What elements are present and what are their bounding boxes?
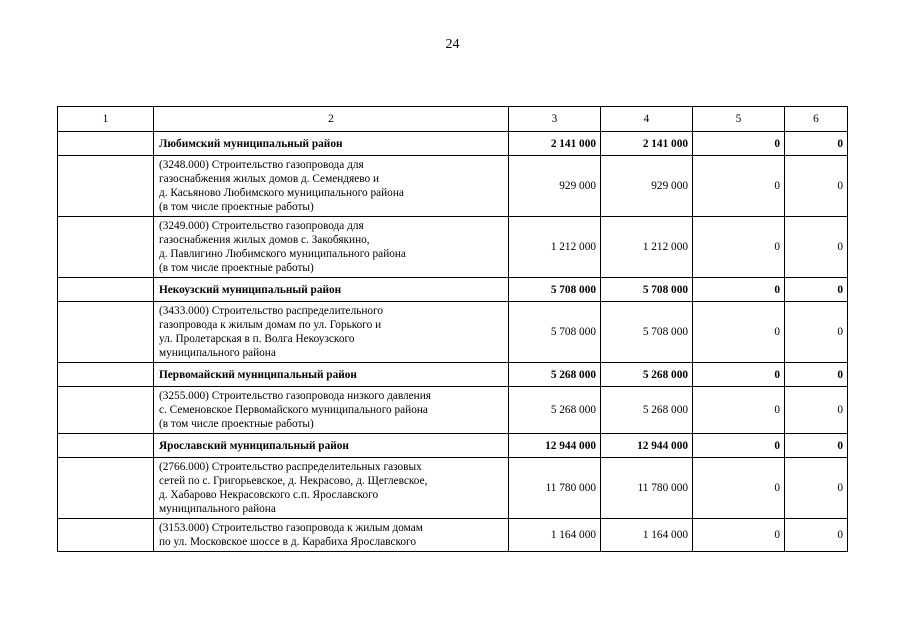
page-number: 24 [445, 37, 460, 52]
amount-col-5: 0 [693, 519, 785, 552]
description-line: (3433.000) Строительство распределительного [159, 305, 384, 317]
code-cell [58, 519, 154, 552]
table-body [58, 107, 848, 552]
amount-col-4: 2 141 000 [601, 132, 693, 156]
amount-col-5: 0 [693, 278, 785, 302]
description-line: муниципального района [159, 503, 276, 515]
header-cell-2: 2 [154, 107, 509, 132]
amount-col-6: 0 [785, 434, 848, 458]
district-row [58, 363, 848, 387]
amount-col-3: 5 708 000 [509, 278, 601, 302]
project-description [154, 302, 509, 363]
amount-col-4: 929 000 [601, 156, 693, 217]
description-line: газоснабжения жилых домов д. Семендяево и [159, 173, 380, 185]
code-cell [58, 434, 154, 458]
amount-col-6: 0 [785, 132, 848, 156]
amount-col-4: 5 268 000 [601, 387, 693, 434]
code-cell [58, 302, 154, 363]
description-line: (в том числе проектные работы) [159, 262, 314, 274]
description-line: (3255.000) Строительство газопровода низкого давления [159, 390, 431, 402]
project-description [154, 519, 509, 552]
code-cell [58, 217, 154, 278]
project-row [58, 519, 848, 552]
amount-col-3: 1 164 000 [509, 519, 601, 552]
amount-col-5: 0 [693, 132, 785, 156]
amount-col-3: 5 708 000 [509, 302, 601, 363]
project-row [58, 387, 848, 434]
header-cell-4: 4 [601, 107, 693, 132]
description-line: ул. Пролетарская в п. Волга Некоузского [159, 333, 355, 345]
table-header-row [58, 107, 848, 132]
amount-col-6: 0 [785, 363, 848, 387]
project-description [154, 156, 509, 217]
code-cell [58, 132, 154, 156]
amount-col-3: 2 141 000 [509, 132, 601, 156]
amount-col-4: 5 708 000 [601, 302, 693, 363]
project-description [154, 458, 509, 519]
project-row [58, 217, 848, 278]
amount-col-3: 12 944 000 [509, 434, 601, 458]
amount-col-4: 1 212 000 [601, 217, 693, 278]
amount-col-4: 5 708 000 [601, 278, 693, 302]
amount-col-6: 0 [785, 519, 848, 552]
amount-col-5: 0 [693, 458, 785, 519]
description-line: (2766.000) Строительство распределительных газовых [159, 461, 422, 473]
amount-col-3: 929 000 [509, 156, 601, 217]
description-line: сетей по с. Григорьевское, д. Некрасово, д. Щеглевское, [159, 475, 428, 487]
description-line: д. Касьяново Любимского муниципального района [159, 187, 404, 199]
amount-col-6: 0 [785, 302, 848, 363]
district-name: Ярославский муниципальный район [154, 434, 509, 458]
amount-col-5: 0 [693, 434, 785, 458]
description-line: муниципального района [159, 347, 276, 359]
district-name: Любимский муниципальный район [154, 132, 509, 156]
amount-col-6: 0 [785, 387, 848, 434]
amount-col-6: 0 [785, 217, 848, 278]
project-row [58, 302, 848, 363]
description-line: (3153.000) Строительство газопровода к жилым домам [159, 522, 423, 534]
amount-col-5: 0 [693, 156, 785, 217]
code-cell [58, 156, 154, 217]
budget-table [57, 106, 848, 552]
district-name: Первомайский муниципальный район [154, 363, 509, 387]
description-line: по ул. Московское шоссе в д. Карабиха Ярославского [159, 536, 417, 548]
description-line: (3249.000) Строительство газопровода для [159, 220, 364, 232]
amount-col-5: 0 [693, 217, 785, 278]
header-cell-3: 3 [509, 107, 601, 132]
header-cell-5: 5 [693, 107, 785, 132]
amount-col-4: 1 164 000 [601, 519, 693, 552]
description-line: д. Хабарово Некрасовского с.п. Ярославского [159, 489, 379, 501]
amount-col-3: 1 212 000 [509, 217, 601, 278]
amount-col-4: 5 268 000 [601, 363, 693, 387]
description-line: газопровода к жилым домам по ул. Горького и [159, 319, 382, 331]
amount-col-6: 0 [785, 156, 848, 217]
project-description [154, 387, 509, 434]
district-name: Некоузский муниципальный район [154, 278, 509, 302]
description-line: с. Семеновское Первомайского муниципального района [159, 404, 428, 416]
code-cell [58, 278, 154, 302]
project-description [154, 217, 509, 278]
description-line: д. Павлигино Любимского муниципального района [159, 248, 406, 260]
amount-col-5: 0 [693, 302, 785, 363]
description-line: газоснабжения жилых домов с. Закобякино, [159, 234, 370, 246]
amount-col-5: 0 [693, 363, 785, 387]
description-line: (в том числе проектные работы) [159, 201, 314, 213]
project-row [58, 458, 848, 519]
amount-col-5: 0 [693, 387, 785, 434]
code-cell [58, 363, 154, 387]
district-row [58, 132, 848, 156]
amount-col-4: 11 780 000 [601, 458, 693, 519]
amount-col-3: 5 268 000 [509, 363, 601, 387]
district-row [58, 434, 848, 458]
amount-col-6: 0 [785, 278, 848, 302]
amount-col-3: 11 780 000 [509, 458, 601, 519]
amount-col-3: 5 268 000 [509, 387, 601, 434]
description-line: (в том числе проектные работы) [159, 418, 314, 430]
amount-col-4: 12 944 000 [601, 434, 693, 458]
description-line: (3248.000) Строительство газопровода для [159, 159, 364, 171]
code-cell [58, 458, 154, 519]
district-row [58, 278, 848, 302]
header-cell-1: 1 [58, 107, 154, 132]
code-cell [58, 387, 154, 434]
project-row [58, 156, 848, 217]
header-cell-6: 6 [785, 107, 848, 132]
amount-col-6: 0 [785, 458, 848, 519]
